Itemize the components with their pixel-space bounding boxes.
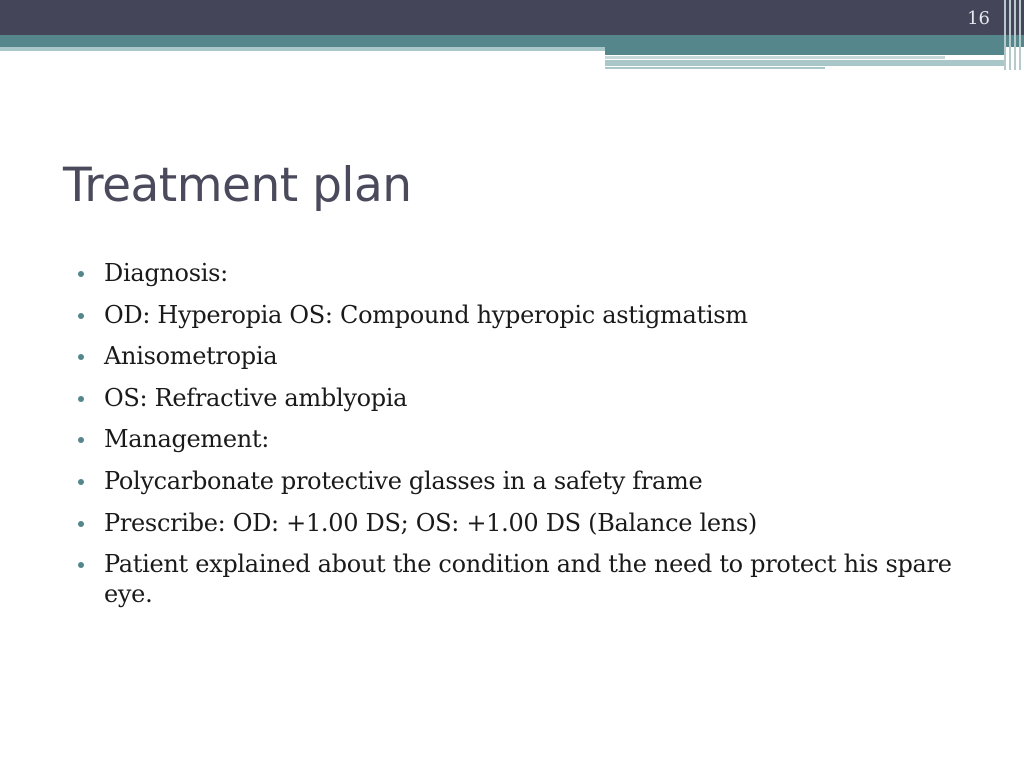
- bullet-item: [78, 508, 978, 538]
- bullet-dot-icon: [78, 479, 84, 485]
- bullet-dot-icon: [78, 354, 84, 360]
- bullet-item: [78, 300, 978, 330]
- bullet-text: OD: Hyperopia OS: Compound hyperopic astigmatism: [104, 300, 748, 329]
- header-light-band: [0, 47, 605, 51]
- bullet-dot-icon: [78, 396, 84, 402]
- bullet-dot-icon: [78, 521, 84, 527]
- bullet-text: Management:: [104, 425, 270, 454]
- bullet-item: [78, 424, 978, 454]
- bullet-text: Diagnosis:: [104, 259, 228, 287]
- decoration-stripe: [605, 56, 945, 59]
- bullet-text: Polycarbonate protective glasses in a safety frame: [104, 466, 703, 495]
- bullet-dot-icon: [78, 562, 84, 568]
- decoration-stripe: [605, 47, 1005, 55]
- slide-title: Treatment plan: [63, 158, 412, 213]
- bullet-dot-icon: [78, 313, 84, 319]
- bullet-text: Anisometropia: [104, 342, 278, 371]
- decoration-stripe: [605, 67, 825, 69]
- decoration-vertical-line: [1004, 0, 1006, 70]
- bullet-item: [78, 258, 978, 288]
- header-accent-band: [0, 35, 1024, 47]
- bullet-item: [78, 341, 978, 371]
- bullet-list: [78, 258, 978, 621]
- bullet-dot-icon: [78, 437, 84, 443]
- header-decoration: [605, 47, 1024, 71]
- bullet-dot-icon: [78, 271, 84, 277]
- bullet-text: Prescribe: OD: +1.00 DS; OS: +1.00 DS (Balance lens): [104, 508, 757, 537]
- decoration-vertical-line: [1014, 0, 1016, 70]
- page-number: 16: [967, 8, 990, 29]
- bullet-text: OS: Refractive amblyopia: [104, 383, 408, 412]
- header-bar: [0, 0, 1024, 35]
- bullet-text: Patient explained about the condition and the need to protect his spare eye.: [104, 550, 952, 609]
- decoration-vertical-line: [1009, 0, 1011, 70]
- bullet-item: [78, 383, 978, 413]
- bullet-item: [78, 549, 978, 609]
- bullet-item: [78, 466, 978, 496]
- decoration-stripe: [605, 60, 1005, 66]
- decoration-vertical-line: [1019, 0, 1021, 70]
